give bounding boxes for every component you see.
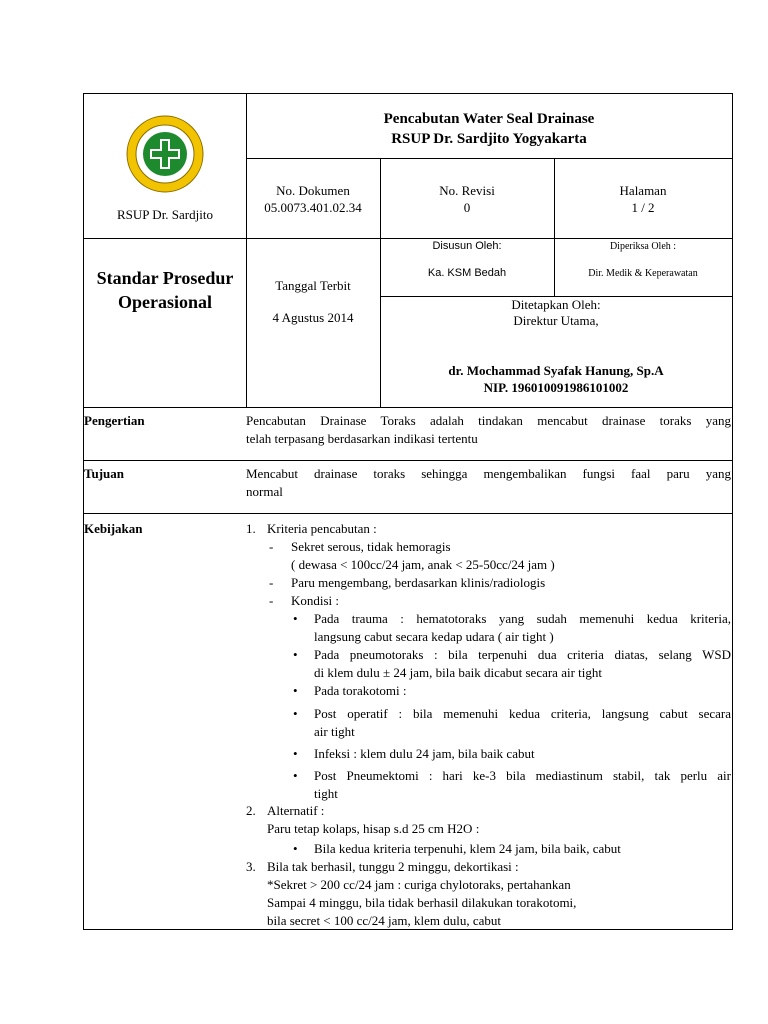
revision-value: 0 [463, 200, 471, 215]
title-line: RSUP Dr. Sardjito Yogyakarta [391, 131, 587, 147]
list-item: *Sekret > 200 cc/24 jam : curiga chylotoraks, pertahankan [267, 877, 571, 892]
pengertian-label: Pengertian [84, 413, 145, 428]
list-item: ( dewasa < 100cc/24 jam, anak < 25-50cc/24 jam ) [291, 557, 555, 572]
checked-label: Diperiksa Oleh : [609, 241, 677, 252]
prepared-value: Ka. KSM Bedah [427, 267, 507, 279]
list-item: langsung cabut secara kedap udara ( air tight ) [314, 629, 554, 644]
divider [84, 460, 732, 461]
divider [246, 158, 732, 159]
list-item: Pada torakotomi : [314, 683, 407, 698]
sop-title-line: Operasional [117, 292, 212, 312]
bullet-marker: • [293, 647, 298, 662]
list-number: 1. [246, 521, 256, 536]
doc-number-value: 05.0073.401.02.34 [264, 200, 362, 215]
document-title [246, 109, 732, 149]
logo-caption: RSUP Dr. Sardjito [117, 207, 213, 222]
list-item: Sampai 4 minggu, bila tidak berhasil dilakukan torakotomi, [267, 895, 577, 910]
list-number: 2. [246, 803, 256, 818]
issue-label: Tanggal Terbit [275, 278, 351, 293]
list-item: di klem dulu ± 24 jam, bila baik dicabut secara air tight [314, 665, 602, 680]
bullet-marker: • [293, 768, 298, 783]
list-item: tight [314, 786, 338, 801]
tujuan-label: Tujuan [84, 466, 124, 481]
kebijakan-label: Kebijakan [84, 521, 143, 536]
bullet-marker: • [293, 611, 298, 626]
revision-label: No. Revisi [439, 183, 495, 198]
list-item: Infeksi : klem dulu 24 jam, bila baik cabut [314, 746, 535, 761]
prepared-label: Disusun Oleh: [432, 240, 502, 252]
sop-title [84, 266, 246, 314]
list-item: Kondisi : [291, 593, 340, 608]
revision-cell [380, 182, 554, 216]
approver-name: dr. Mochammad Syafak Hanung, Sp.A [448, 363, 664, 378]
list-item: Post operatif : bila memenuhi kedua criteria, langsung cabut secara [314, 706, 731, 721]
approved-role: Direktur Utama, [513, 313, 599, 328]
page-value: 1 / 2 [631, 200, 655, 215]
list-item: Sekret serous, tidak hemoragis [291, 539, 451, 554]
tujuan-text: Mencabut drainase toraks sehingga mengembalikan fungsi faal paru yang [246, 466, 731, 481]
list-number: 3. [246, 859, 256, 874]
doc-number-label: No. Dokumen [276, 183, 350, 198]
list-item: Bila tak berhasil, tunggu 2 minggu, dekortikasi : [267, 859, 519, 874]
bullet-marker: • [293, 706, 298, 721]
list-item: air tight [314, 724, 355, 739]
list-item: Kriteria pencabutan : [267, 521, 377, 536]
list-item: Pada trauma : hematotoraks yang sudah memenuhi kedua kriteria, [314, 611, 731, 626]
list-item: Bila kedua kriteria terpenuhi, klem 24 jam, bila baik, cabut [314, 841, 621, 856]
dash-marker: - [269, 593, 274, 608]
dash-marker: - [269, 575, 274, 590]
divider [84, 513, 732, 514]
hospital-logo [125, 114, 205, 194]
sop-document [83, 93, 733, 930]
tujuan-text: normal [246, 484, 283, 499]
divider [84, 407, 732, 408]
list-item: Paru tetap kolaps, hisap s.d 25 cm H2O : [267, 821, 480, 836]
bullet-marker: • [293, 683, 298, 698]
bullet-marker: • [293, 746, 298, 761]
doc-number-cell [246, 182, 380, 216]
page-cell [554, 182, 732, 216]
checked-value: Dir. Medik & Keperawatan [588, 268, 698, 279]
pengertian-text: Pencabutan Drainase Toraks adalah tindakan mencabut drainase toraks yang [246, 413, 731, 428]
title-line: Pencabutan Water Seal Drainase [383, 111, 595, 127]
sop-title-line: Standar Prosedur [96, 268, 234, 288]
issue-date: 4 Agustus 2014 [272, 310, 354, 325]
list-item: bila secret < 100 cc/24 jam, klem dulu, cabut [267, 913, 502, 928]
approver-nip: NIP. 196010091986101002 [483, 380, 629, 395]
list-item: Alternatif : [267, 803, 325, 818]
pengertian-text: telah terpasang berdasarkan indikasi tertentu [246, 431, 478, 446]
approver-block [380, 362, 732, 396]
bullet-marker: • [293, 841, 298, 856]
list-item: Pada pneumotoraks : bila terpenuhi dua criteria diatas, selang WSD [314, 647, 731, 662]
page-label: Halaman [619, 183, 667, 198]
list-item: Paru mengembang, berdasarkan klinis/radiologis [291, 575, 546, 590]
approved-label: Ditetapkan Oleh: [511, 297, 601, 312]
approval-block [380, 297, 732, 329]
dash-marker: - [269, 539, 274, 554]
list-item: Post Pneumektomi : hari ke-3 bila mediastinum stabil, tak perlu air [314, 768, 731, 783]
